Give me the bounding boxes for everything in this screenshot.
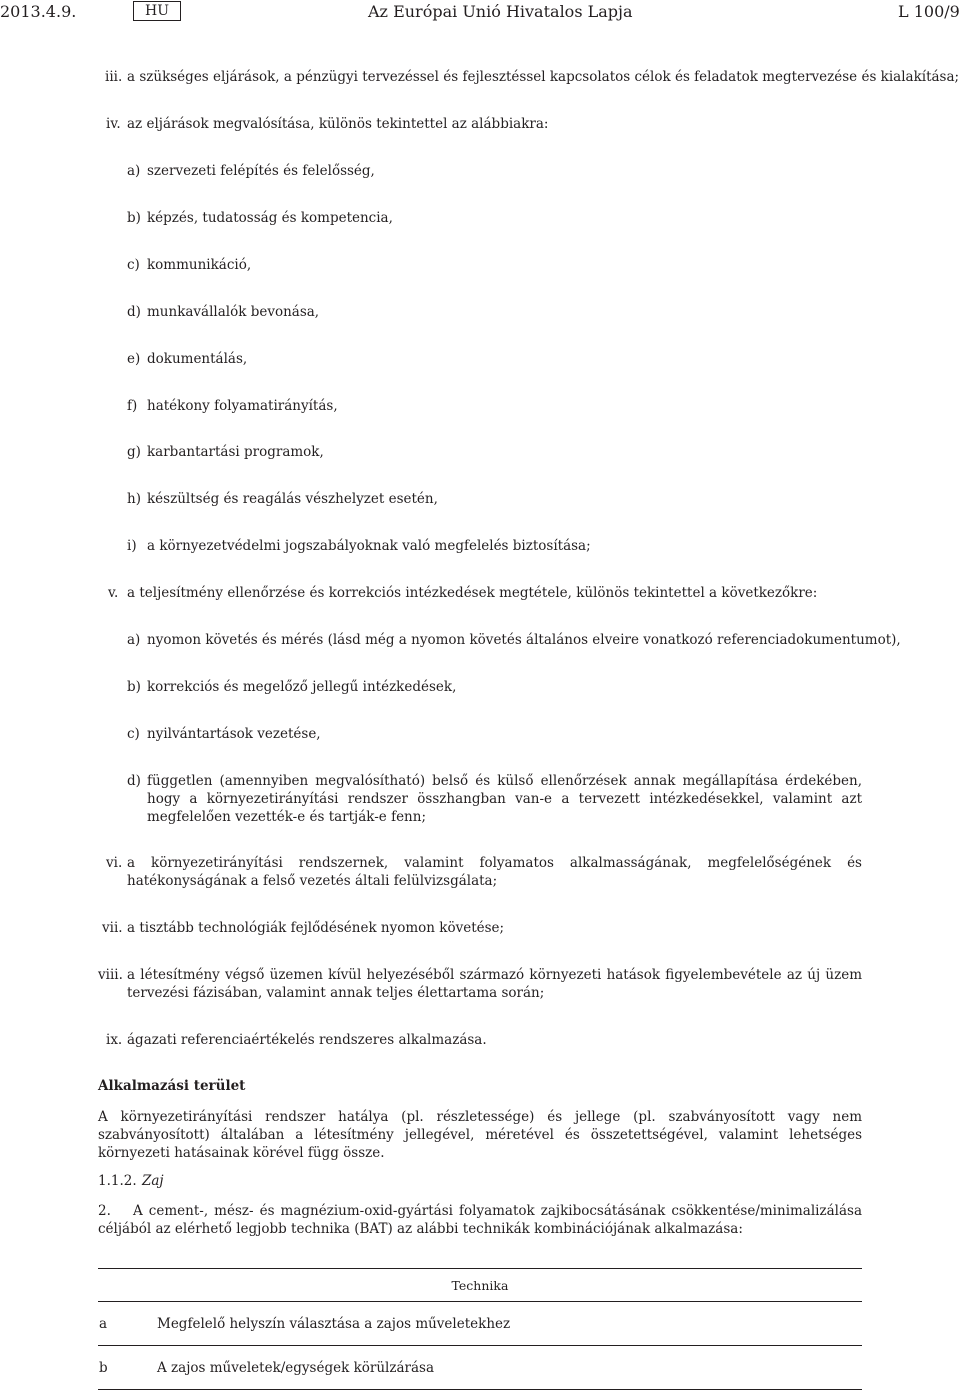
sub-text: kommunikáció, [147,257,252,273]
sub-text: korrekciós és megelőző jellegű intézkedések, [147,679,457,695]
row-key: b [98,1346,156,1390]
technique-table [98,1268,862,1390]
paragraph-text: A cement-, mész- és magnézium-oxid-gyártási folyamatok zajkibocsátásának csökkentése/minimalizálása céljából az elérhető legjobb technika (BAT) az alábbi technikák kombinációjának alkalmazása: [98,1203,862,1237]
sub-letter: b) [127,210,141,226]
item-number: vi. [106,855,123,871]
language-code-box: HU [133,1,181,21]
section-title: Zaj [142,1173,164,1189]
sub-letter: g) [127,444,141,460]
table-header: Technika [98,1269,862,1302]
row-text: Megfelelő helyszín választása a zajos műveletekhez [156,1302,862,1346]
item-text: a létesítmény végső üzemen kívül helyezéséből származó környezeti hatások figyelembevétele az új üzem tervezési fázisában, valamint annak teljes élettartama során; [127,967,862,1001]
sub-letter: i) [127,538,137,554]
sub-letter: c) [127,726,140,742]
sub-text: karbantartási programok, [147,444,324,460]
item-text: ágazati referenciaértékelés rendszeres alkalmazása. [127,1032,487,1048]
sub-letter: f) [127,398,138,414]
item-number: viii. [98,967,123,983]
table-row [98,1302,862,1346]
sub-letter: b) [127,679,141,695]
item-number: v. [108,585,119,601]
sub-text: dokumentálás, [147,351,248,367]
item-text: az eljárások megvalósítása, különös tekintettel az alábbiakra: [127,116,549,132]
journal-title: Az Európai Unió Hivatalos Lapja [368,2,633,21]
item-number: iv. [106,116,121,132]
sub-text: munkavállalók bevonása, [147,304,320,320]
section-number: 1.1.2. [98,1173,137,1189]
sub-text: szervezeti felépítés és felelősség, [147,163,375,179]
item-number: vii. [102,920,123,936]
item-number: iii. [105,69,123,85]
sub-letter: c) [127,257,140,273]
page-number: L 100/9 [898,2,960,21]
item-text: a teljesítmény ellenőrzése és korrekciós intézkedések megtétele, különös tekintettel a következőkre: [127,585,818,601]
publication-date: 2013.4.9. [0,2,77,21]
table-row [98,1346,862,1390]
sub-letter: d) [127,304,141,320]
sub-text: a környezetvédelmi jogszabályoknak való megfelelés biztosítása; [147,538,591,554]
row-key: a [98,1302,156,1346]
sub-letter: e) [127,351,141,367]
sub-text: hatékony folyamatirányítás, [147,398,338,414]
paragraph-2 [98,1202,862,1238]
scope-heading: Alkalmazási terület [98,1078,246,1094]
sub-letter: a) [127,632,141,648]
item-number: ix. [106,1032,123,1048]
paragraph-number: 2. [98,1203,111,1219]
sub-letter: d) [127,773,141,789]
sub-text: nyomon követés és mérés (lásd még a nyomon követés általános elveire vonatkozó referenciadokumentumot), [147,632,901,648]
sub-text: nyilvántartások vezetése, [147,726,321,742]
item-text: a szükséges eljárások, a pénzügyi tervezéssel és fejlesztéssel kapcsolatos célok és feladatok megtervezése és kialakítása; [127,69,960,85]
sub-letter: h) [127,491,141,507]
scope-text: A környezetirányítási rendszer hatálya (pl. részletessége) és jellege (pl. szabványosított vagy nem szabványosított) általában a létesítmény jellegével, méretével és összetettségével, valamint lehetséges környezeti hatásainak körével függ össze. [98,1109,862,1161]
item-text: a tisztább technológiák fejlődésének nyomon követése; [127,920,505,936]
sub-text: képzés, tudatosság és kompetencia, [147,210,393,226]
table-header-row [98,1269,862,1302]
sub-text: független (amennyiben megvalósítható) belső és külső ellenőrzések annak megállapítása érdekében, hogy a környezetirányítási rendszer összhangban van-e a tervezett intézkedésekkel, valamint azt megfelelően vezették-e és tartják-e fenn; [147,773,862,825]
sub-letter: a) [127,163,141,179]
sub-text: készültség és reagálás vészhelyzet esetén, [147,491,438,507]
row-text: A zajos műveletek/egységek körülzárása [156,1346,862,1390]
item-text: a környezetirányítási rendszernek, valamint folyamatos alkalmasságának, megfelelőségének és hatékonyságának a felső vezetés általi felülvizsgálata; [127,855,862,889]
